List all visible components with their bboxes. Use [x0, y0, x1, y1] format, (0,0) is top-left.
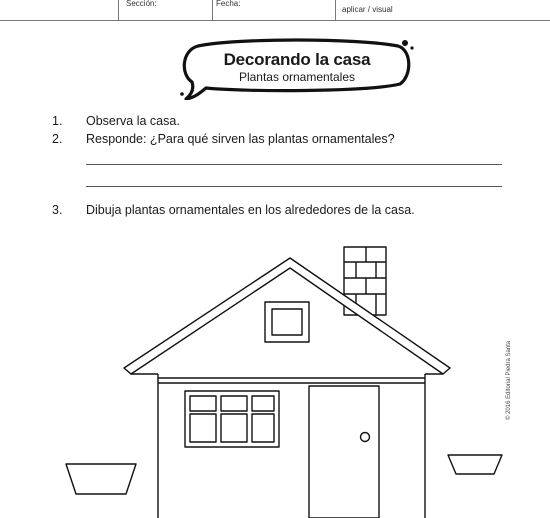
instruction-2 — [52, 132, 395, 146]
house-drawing-icon[interactable] — [0, 236, 550, 518]
copyright-text: © 2016 Editorial Piedra Santa — [506, 340, 512, 420]
instruction-text: Dibuja plantas ornamentales en los alrededores de la casa. — [86, 203, 415, 217]
worksheet-subtitle: Plantas ornamentales — [238, 70, 356, 84]
answer-line-1[interactable] — [86, 164, 502, 165]
front-door-icon — [309, 386, 379, 518]
section-label: Sección: — [126, 0, 157, 8]
worksheet-title: Decorando la casa — [223, 50, 371, 69]
header-bottom-rule — [0, 20, 550, 21]
instruction-text: Observa la casa. — [86, 114, 180, 128]
instruction-3 — [52, 203, 415, 217]
instruction-1 — [52, 114, 180, 128]
instruction-number: 3. — [52, 203, 63, 217]
instruction-number: 2. — [52, 132, 63, 146]
answer-line-2[interactable] — [86, 186, 502, 187]
header-divider — [212, 0, 213, 20]
skills-note: aplicar / visual — [342, 5, 393, 14]
worksheet-header — [0, 0, 550, 22]
flower-pot-right-icon — [448, 455, 502, 474]
front-window-icon — [185, 391, 279, 447]
date-label: Fecha: — [216, 0, 241, 8]
instruction-text: Responde: ¿Para qué sirven las plantas ornamentales? — [86, 132, 395, 146]
header-divider — [118, 0, 119, 20]
flower-pot-left-icon — [66, 464, 136, 494]
instruction-number: 1. — [52, 114, 63, 128]
header-divider — [335, 0, 336, 20]
